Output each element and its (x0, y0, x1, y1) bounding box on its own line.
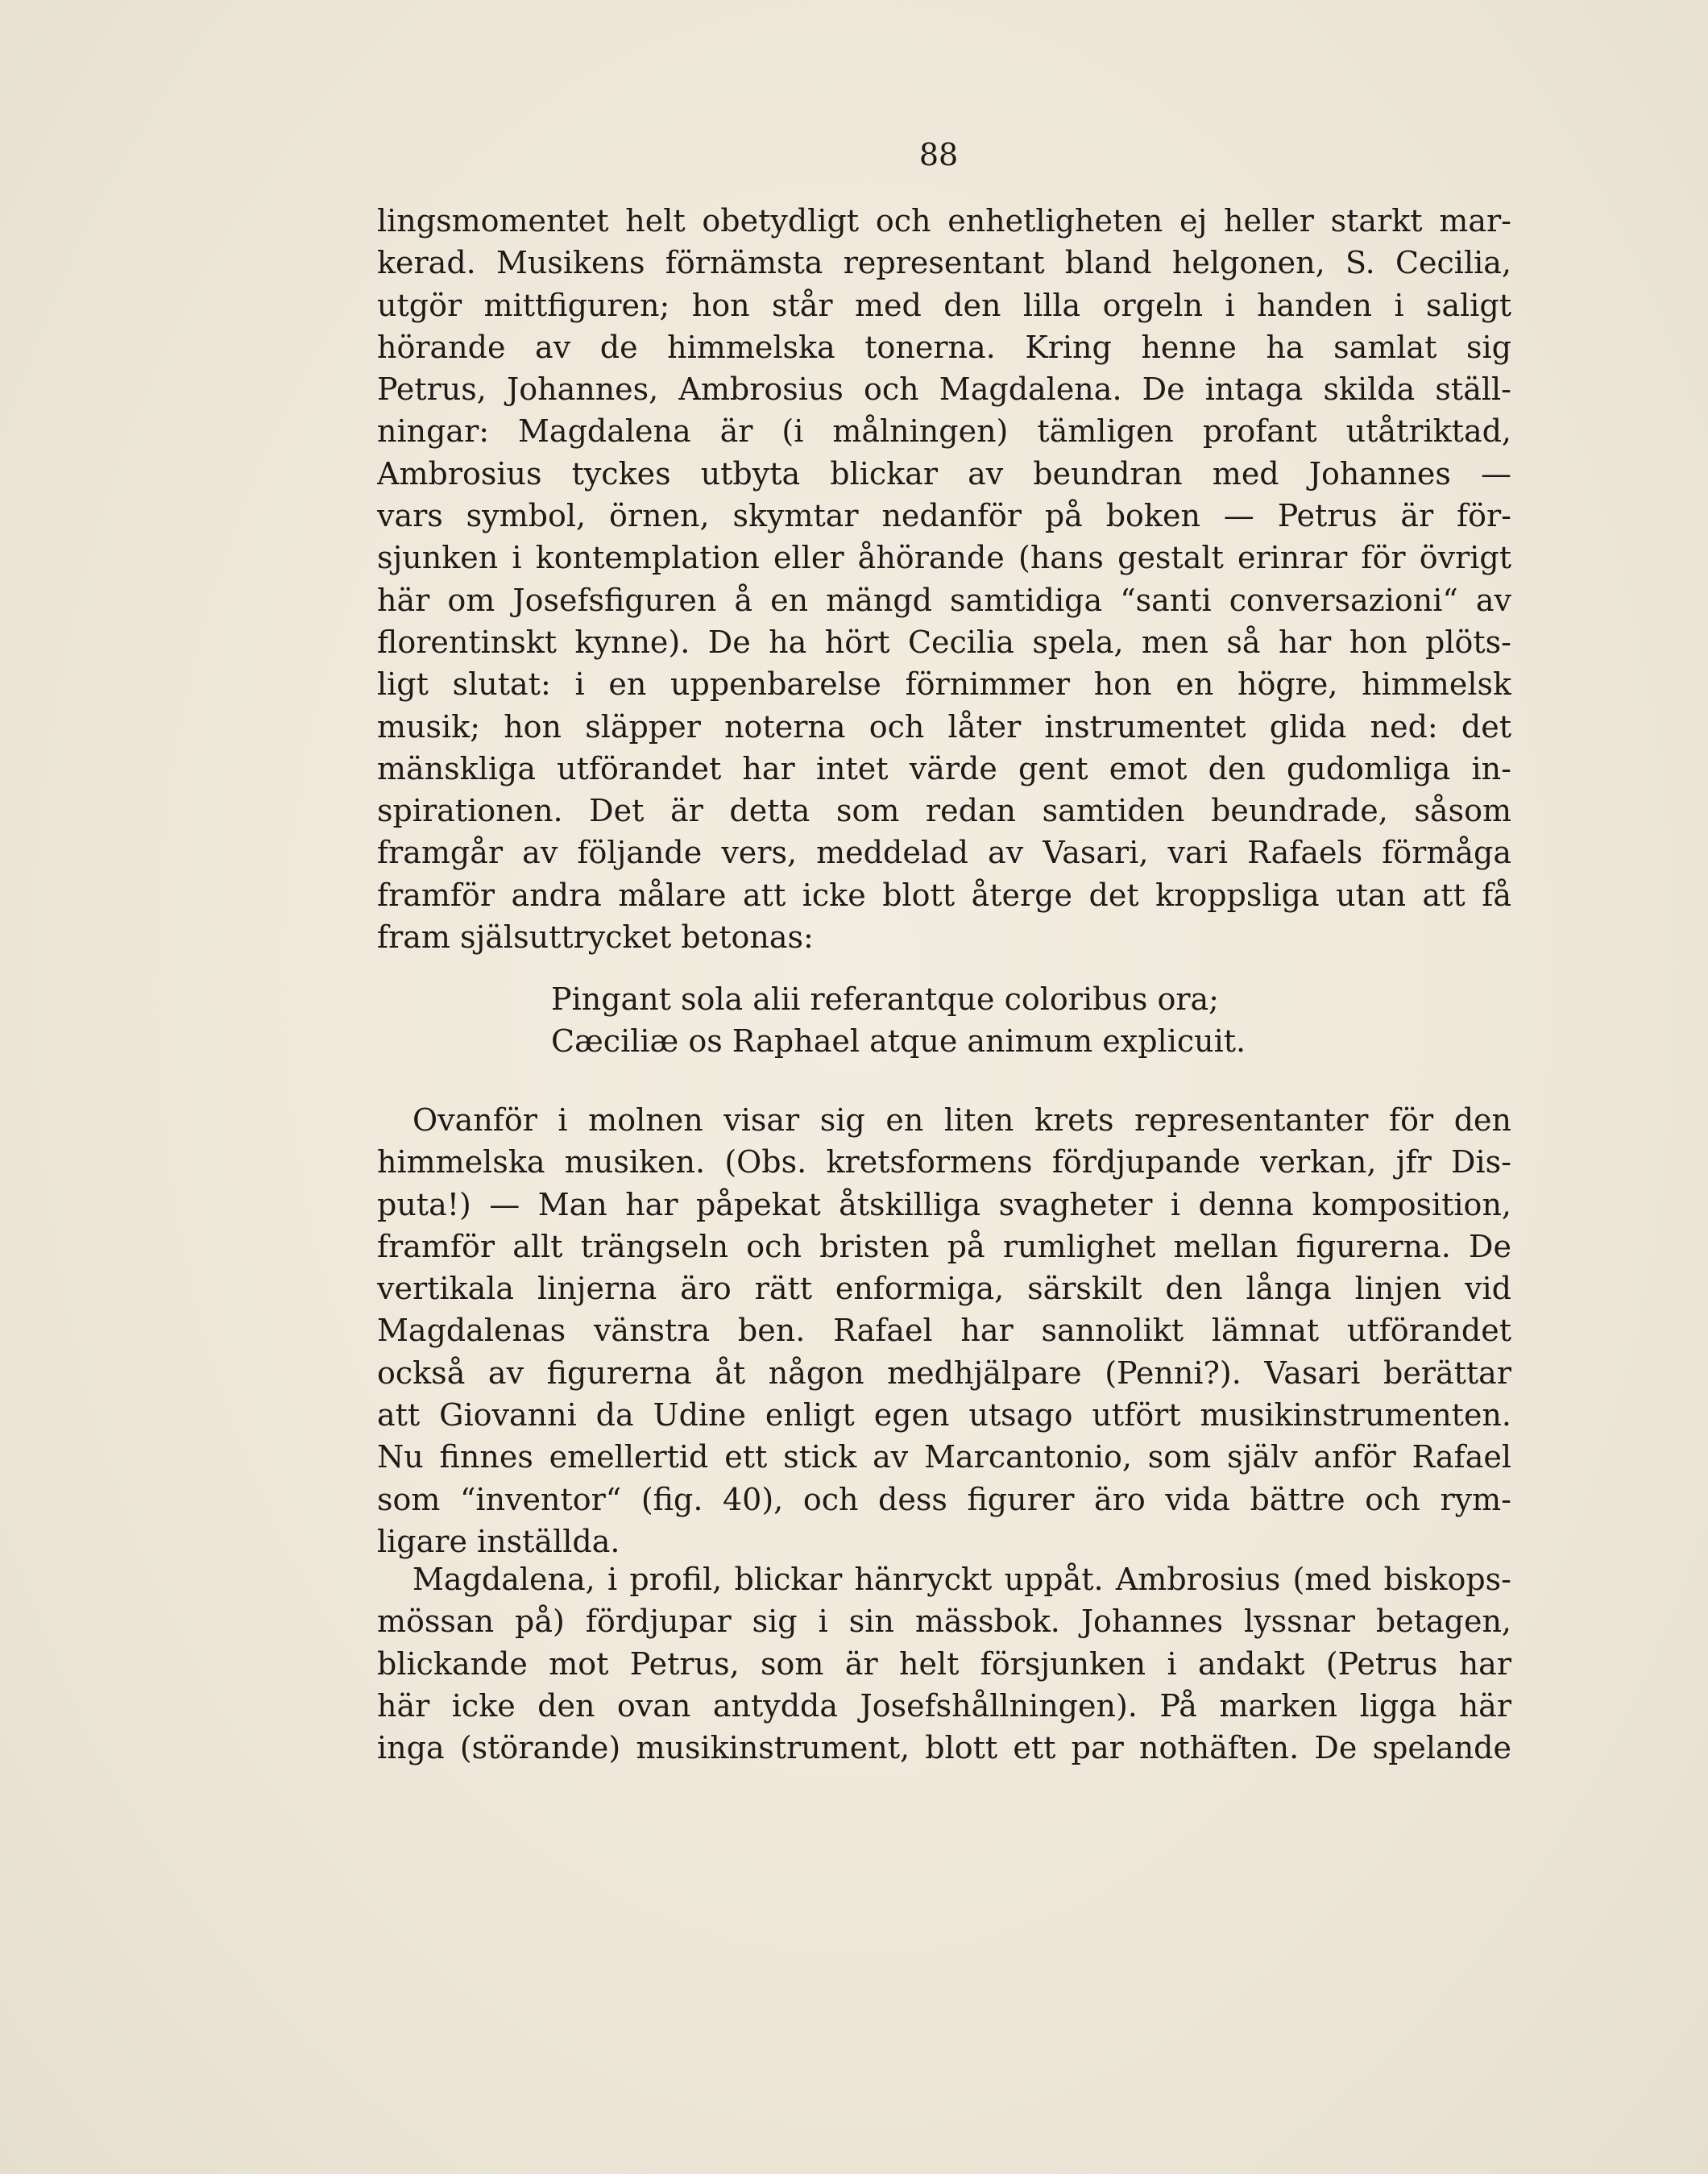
text-line: spirationen. Det är detta som redan samtiden beundrade, såsom (377, 793, 1511, 829)
text-line: framför allt trängseln och bristen på rumlighet mellan figurerna. De (377, 1228, 1511, 1264)
text-line: Ambrosius tyckes utbyta blickar av beundran med Johannes — (377, 455, 1511, 492)
text-line: ligare inställda. (377, 1523, 620, 1559)
verse-line: Pingant sola alii referantque coloribus ora; (551, 981, 1219, 1017)
text-line: Petrus, Johannes, Ambrosius och Magdalena. De intaga skilda ställ- (377, 371, 1511, 408)
text-line: himmelska musiken. (Obs. kretsformens fördjupande verkan, jfr Dis- (377, 1144, 1511, 1180)
text-line: blickande mot Petrus, som är helt försjunken i andakt (Petrus har (377, 1645, 1511, 1682)
text-line: Nu finnes emellertid ett stick av Marcantonio, som själv anför Rafael (377, 1439, 1511, 1475)
latin-verse (551, 978, 1246, 1062)
page-number: 88 (918, 137, 959, 172)
text-line: hörande av de himmelska tonerna. Kring henne ha samlat sig (377, 329, 1511, 365)
text-line: att Giovanni da Udine enligt egen utsago utfört musikinstrumenten. (377, 1397, 1511, 1433)
text-line: Magdalena, i profil, blickar hänryckt uppåt. Ambrosius (med biskops- (412, 1562, 1511, 1597)
text-line: puta!) — Man har påpekat åtskilliga svagheter i denna komposition, (377, 1186, 1511, 1222)
verse-line: Cæciliæ os Raphael atque animum explicuit. (551, 1023, 1246, 1059)
text-line: vars symbol, örnen, skymtar nedanför på boken — Petrus är för- (377, 498, 1511, 534)
text-line: sjunken i kontemplation eller åhörande (hans gestalt erinrar för övrigt (377, 540, 1511, 576)
text-line: här icke den ovan antydda Josefshållningen). På marken ligga här (377, 1687, 1511, 1724)
text-line: också av figurerna åt någon medhjälpare (Penni?). Vasari berättar (377, 1355, 1511, 1391)
paragraph-3 (377, 1558, 1511, 1769)
paragraph-2 (377, 1099, 1511, 1562)
paragraph-1 (377, 200, 1511, 958)
text-line: lingsmomentet helt obetydligt och enhetligheten ej heller starkt mar- (377, 203, 1511, 239)
text-line: fram själsuttrycket betonas: (377, 919, 814, 956)
text-line: mössan på) fördjupar sig i sin mässbok. Johannes lyssnar betagen, (377, 1604, 1511, 1640)
text-line: som “inventor“ (fig. 40), och dess figurer äro vida bättre och rym- (377, 1481, 1511, 1517)
text-line: framför andra målare att icke blott återge det kroppsliga utan att få (377, 877, 1511, 913)
text-line: Magdalenas vänstra ben. Rafael har sannolikt lämnat utförandet (377, 1313, 1511, 1349)
text-line: inga (störande) musikinstrument, blott ett par nothäften. De spelande (377, 1730, 1511, 1766)
text-line: musik; hon släpper noterna och låter instrumentet glida ned: det (377, 708, 1511, 745)
text-line: ligt slutat: i en uppenbarelse förnimmer hon en högre, himmelsk (377, 666, 1511, 703)
text-line: kerad. Musikens förnämsta representant bland helgonen, S. Cecilia, (377, 245, 1511, 281)
text-line: ningar: Magdalena är (i målningen) tämligen profant utåtriktad, (377, 413, 1511, 450)
text-line: här om Josefsfiguren å en mängd samtidiga “santi conversazioni“ av (377, 582, 1511, 618)
text-line: utgör mittfiguren; hon står med den lilla orgeln i handen i saligt (377, 287, 1511, 323)
text-line: mänskliga utförandet har intet värde gent emot den gudomliga in- (377, 750, 1511, 786)
text-line: florentinskt kynne). De ha hört Cecilia spela, men så har hon plöts- (377, 624, 1511, 660)
text-line: vertikala linjerna äro rätt enformiga, särskilt den långa linjen vid (377, 1271, 1511, 1307)
text-line: framgår av följande vers, meddelad av Vasari, vari Rafaels förmåga (377, 835, 1511, 871)
text-line: Ovanför i molnen visar sig en liten krets representanter för den (412, 1102, 1511, 1138)
